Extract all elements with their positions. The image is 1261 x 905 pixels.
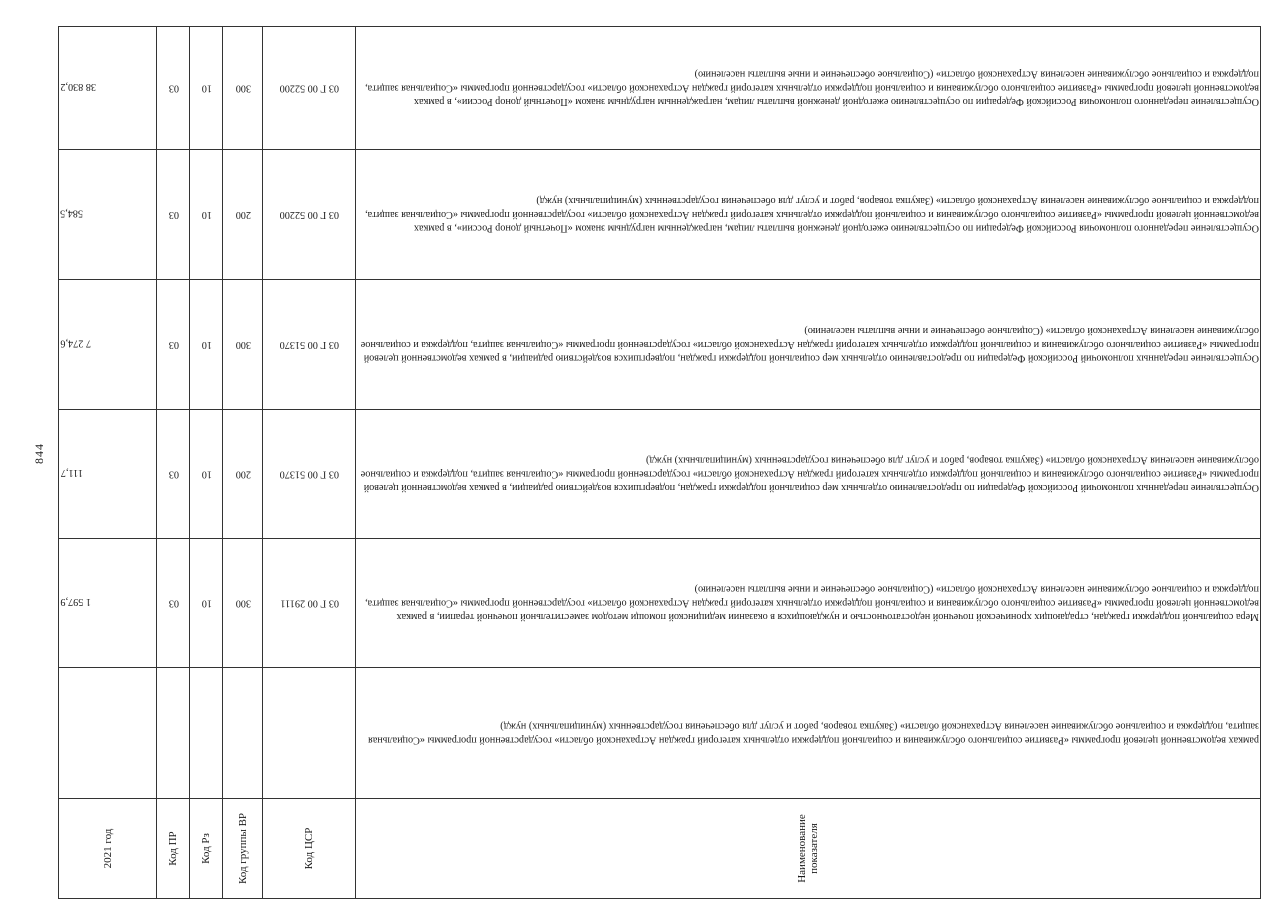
cell-csr-4: 03 Г 00 52200 — [263, 150, 356, 280]
cell-pr-5: 03 — [157, 27, 190, 150]
cell-pr-0 — [157, 668, 190, 799]
cell-rz-2: 10 — [190, 410, 223, 539]
cell-csr-5: 03 Г 00 52200 — [263, 27, 356, 150]
cell-name-1: Мера социальной поддержки граждан, страдающих хронической почечной недостаточностью и нуждающихся в оказании медицинской помощи методом заместительной почечной терапии, в рамках ведомственной целевой программы «Развитие социального обслуживания и социальной поддержки отдельных категорий граждан Астраханской области» государственной программы «Социальная защита, поддержка и социальное обслуживание населения Астраханской области» (Социальное обеспечение и иные выплаты населению) — [356, 539, 1261, 668]
cell-vr-5: 300 — [223, 27, 263, 150]
cell-csr-1: 03 Г 00 29111 — [263, 539, 356, 668]
field-row-year — [59, 27, 157, 899]
cell-year-4: 584,5 — [59, 150, 157, 280]
cell-vr-3: 300 — [223, 280, 263, 410]
cell-name-4: Осуществление переданного полномочия Российской Федерации по осуществлению ежегодной денежной выплаты лицам, награжденным нагрудным знаком «Почетный донор России», в рамках ведомственной целевой программы «Развитие социального обслуживания и социальной поддержки отдельных категорий граждан Астраханской области» государственной программы «Социальная защита, поддержка и социальное обслуживание населения Астраханской области» (Закупка товаров, работ и услуг для обеспечения государственных (муниципальных) нужд) — [356, 150, 1261, 280]
cell-vr-0 — [223, 668, 263, 799]
cell-csr-3: 03 Г 00 51370 — [263, 280, 356, 410]
field-row-vr — [223, 27, 263, 899]
cell-pr-4: 03 — [157, 150, 190, 280]
header-vr: Код группы ВР — [223, 799, 263, 899]
budget-table — [58, 26, 1261, 899]
cell-pr-1: 03 — [157, 539, 190, 668]
cell-rz-1: 10 — [190, 539, 223, 668]
cell-csr-0 — [263, 668, 356, 799]
cell-vr-1: 300 — [223, 539, 263, 668]
cell-pr-3: 03 — [157, 280, 190, 410]
cell-rz-4: 10 — [190, 150, 223, 280]
cell-csr-2: 03 Г 00 51370 — [263, 410, 356, 539]
cell-year-1: 1 597,9 — [59, 539, 157, 668]
cell-pr-2: 03 — [157, 410, 190, 539]
header-csr: Код ЦСР — [263, 799, 356, 899]
header-rz: Код Рз — [190, 799, 223, 899]
page-number: 844 — [32, 443, 46, 464]
header-name: Наименование показателя — [356, 799, 1261, 899]
field-row-rz — [190, 27, 223, 899]
cell-year-2: 111,7 — [59, 410, 157, 539]
field-row-pr — [157, 27, 190, 899]
cell-name-5: Осуществление переданного полномочия Российской Федерации по осуществлению ежегодной денежной выплаты лицам, награжденным нагрудным знаком «Почетный донор России», в рамках ведомственной целевой программы «Развитие социального обслуживания и социальной поддержки отдельных категорий граждан Астраханской области» государственной программы «Социальная защита, поддержка и социальное обслуживание населения Астраханской области» (Социальное обеспечение и иные выплаты населению) — [356, 27, 1261, 150]
header-year: 2021 год — [59, 799, 157, 899]
cell-year-0 — [59, 668, 157, 799]
cell-rz-0 — [190, 668, 223, 799]
field-row-csr — [263, 27, 356, 899]
header-pr: Код ПР — [157, 799, 190, 899]
field-row-name — [356, 27, 1261, 899]
cell-year-3: 7 274,6 — [59, 280, 157, 410]
cell-rz-5: 10 — [190, 27, 223, 150]
cell-rz-3: 10 — [190, 280, 223, 410]
cell-name-0: рамках ведомственной целевой программы «Развитие социального обслуживания и социальной поддержки отдельных категорий граждан Астраханской области» государственной программы «Социальная защита, поддержка и социальное обслуживание населения Астраханской области» (Закупка товаров, работ и услуг для обеспечения государственных (муниципальных) нужд) — [356, 668, 1261, 799]
cell-name-2: Осуществление переданных полномочий Российской Федерации по предоставлению отдельных мер социальной поддержки граждан, подвергшихся воздействию радиации, в рамках ведомственной целевой программы «Развитие социального обслуживания и социальной поддержки отдельных категорий граждан Астраханской области» государственной программы «Социальная защита, поддержка и социальное обслуживание населения Астраханской области» (Закупка товаров, работ и услуг для обеспечения государственных (муниципальных) нужд) — [356, 410, 1261, 539]
cell-vr-2: 200 — [223, 410, 263, 539]
cell-vr-4: 200 — [223, 150, 263, 280]
cell-year-5: 38 830,2 — [59, 27, 157, 150]
cell-name-3: Осуществление переданных полномочий Российской Федерации по предоставлению отдельных мер социальной поддержки граждан, подвергшихся воздействию радиации, в рамках ведомственной целевой программы «Развитие социального обслуживания и социальной поддержки отдельных категорий граждан Астраханской области» государственной программы «Социальная защита, поддержка и социальное обслуживание населения Астраханской области» (Социальное обеспечение и иные выплаты населению) — [356, 280, 1261, 410]
